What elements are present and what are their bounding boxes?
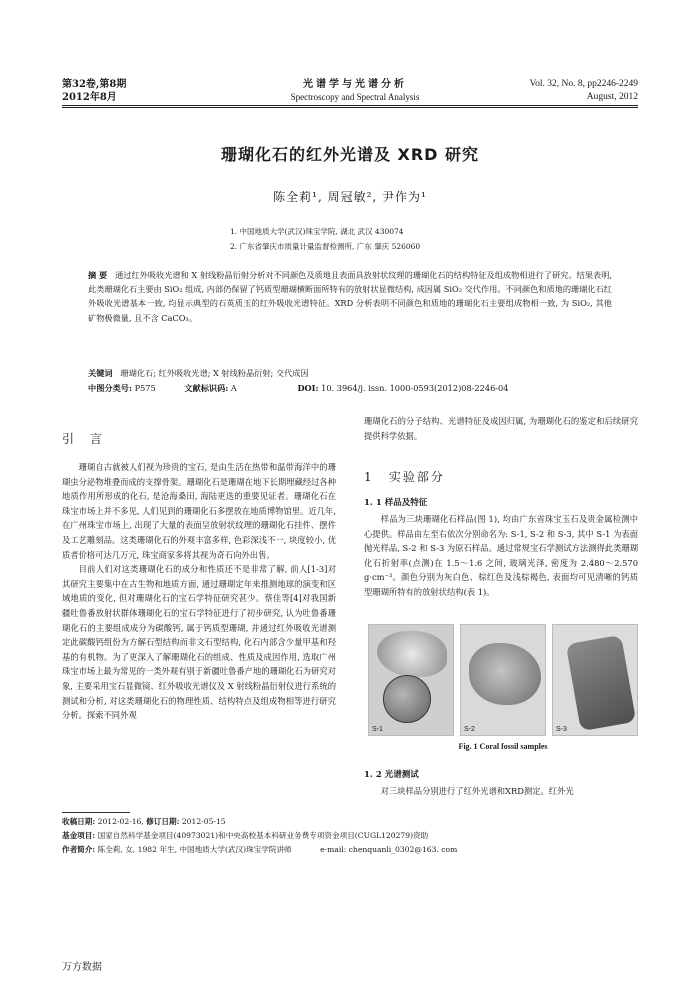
spectra-paragraph: 对三块样品分别进行了红外光谱和XRD测定。红外光 <box>380 786 574 796</box>
header-rule-bottom <box>62 107 638 108</box>
received-date: 2012-02-16, <box>97 817 144 826</box>
paper-title: 珊瑚化石的红外光谱及 XRD 研究 <box>220 145 480 164</box>
journal-name-cn: 光谱学与光谱分析 <box>303 79 407 90</box>
volume-issue: 第32卷,第8期 <box>62 79 127 90</box>
intro-heading: 引 言 <box>62 432 108 446</box>
figure-1-caption: Fig. 1 Coral fossil samples <box>458 742 548 751</box>
issue-date-cn: 2012年8月 <box>62 92 117 103</box>
keywords <box>88 366 612 380</box>
affiliation-1: 1. 中国地质大学(武汉)珠宝学院, 湖北 武汉 430074 <box>230 227 404 236</box>
subsection-1-2-text <box>364 784 638 799</box>
author-list: 陈全莉¹, 周冠敏², 尹作为¹ <box>273 190 427 204</box>
sample-label-s2: S-2 <box>464 726 475 733</box>
raw-fossil-piece <box>469 643 541 705</box>
journal-name-en: Spectroscopy and Spectral Analysis <box>290 92 420 102</box>
figure-1 <box>368 624 638 736</box>
right-column-continuation: 珊瑚化石的分子结构、光谱特征及成因归属, 为珊瑚化石的鉴定和后续研究提供科学依据。 <box>364 416 638 441</box>
fund-label: 基金项目: <box>62 831 96 840</box>
subsection-1-2-heading: 1. 2 光谱测试 <box>364 770 419 780</box>
affiliation-2: 2. 广东省肇庆市质量计量监督检测所, 广东 肇庆 526060 <box>230 242 421 251</box>
polished-fossil-piece <box>377 631 447 677</box>
sample-photo-s2 <box>460 624 546 736</box>
samples-paragraph: 样品为三块珊瑚化石样品(图 1), 均由广东省珠宝玉石及贵金属检测中心提供。样品由左至右依次分别命名为: S-1, S-2 和 S-3, 其中 S-1 为表面抛光样品, S-2 和 S-3 为原石样品。通过常规宝石学测试方法测得此类珊瑚化石折射率(点测)在 1.5～1.6 之间, 玻璃光泽, 密度为 2.480～2.570 g·cm⁻³。颜色分别为灰白色、棕红色及浅棕褐色, 表面均可见清晰的钙质型珊瑚所特有的放射状结构(表 1)。 <box>364 514 638 597</box>
revised-date: 2012-05-15 <box>181 817 226 826</box>
author-email: e-mail: chenquanli_0302@163. com <box>320 845 458 854</box>
issue-date-en: August, 2012 <box>586 92 638 102</box>
classification-line <box>88 381 612 395</box>
section-1-title: 实验部分 <box>388 470 445 484</box>
sample-photo-s1 <box>368 624 454 736</box>
keywords-label: 关键词 <box>88 368 113 378</box>
sample-label-s1: S-1 <box>372 726 383 733</box>
intro-paragraph-2: 目前人们对这类珊瑚化石的成分和性质还不是非常了解, 前人[1-3]对其研究主要集中在古生物和地质方面, 通过珊瑚定年来推测地球的演变和区域地质的变化, 但对珊瑚化石的宝石学特征研究甚少。蔡佳等[4]对我国新疆吐鲁番放射状群体珊瑚化石的宝石学特征进行了初步研究, 认为吐鲁番珊瑚化石的主要组成成分为碳酸钙, 属于钙质型珊瑚, 并通过红外吸收光谱测定此碳酸钙组份为方解石型结构而非文石型结构, 化石内部含少量甲基和羟基的有机物。为了更深入了解珊瑚化石的组成、性质及成因作用, 选取广州珠宝市场上最为常见的一类外观有别于新疆吐鲁番产地的珊瑚化石为研究对象, 主要采用宝石显微镜、红外吸收光谱仪及 X 射线粉晶衍射仪进行系统的测试和分析, 对这类珊瑚化石的物理性质、结构特点及组成物相等进行研究分析。探索不同外观 <box>62 564 336 721</box>
left-column <box>62 460 336 723</box>
received-dates <box>62 816 638 828</box>
abstract-label: 摘 要 <box>88 270 108 280</box>
running-header-left <box>62 78 126 104</box>
revised-label: 修订日期: <box>146 817 180 826</box>
abstract <box>88 268 612 325</box>
header-rule-top <box>62 105 638 106</box>
sample-label-s3: S-3 <box>556 726 567 733</box>
section-1-number: 1 <box>364 470 374 484</box>
clc-value: P575 <box>134 383 156 393</box>
raw-fossil-slab <box>566 635 636 731</box>
footnote-rule <box>62 812 130 813</box>
sample-photo-s3 <box>552 624 638 736</box>
fund-note <box>62 830 638 842</box>
running-header-right <box>529 78 638 104</box>
bio-label: 作者简介: <box>62 845 96 854</box>
scale-coin <box>383 675 431 723</box>
running-header-center <box>250 78 460 103</box>
received-label: 收稿日期: <box>62 817 96 826</box>
clc-label: 中图分类号: <box>88 383 132 393</box>
intro-paragraph-1: 珊瑚自古就被人们视为珍贵的宝石, 是由生活在热带和温带海洋中的珊瑚虫分泌物堆叠而成的支撑骨架。珊瑚化石是珊瑚在地下长期埋藏经过各种地质作用所形成的化石, 是沧海桑田, 海陆更迭的重要见证者。珊瑚化石在珠宝市场上并不多见, 人们见到的珊瑚化石多摆放在地质博物馆里。近几年, 在广州珠宝市场上, 出现了大量的表面呈放射状纹理的珊瑚化石挂件、摆件及工艺雕刻品。这类珊瑚化石的外观丰富多样, 色彩深浅不一, 块度较小, 优质者价格可达几万元, 珠宝商家多将其视为奇石向外出售。 <box>62 462 336 560</box>
bio-text: 陈全莉, 女, 1982 年生, 中国地质大学(武汉)珠宝学院讲师 <box>97 845 292 854</box>
volume-pages: Vol. 32, No. 8, pp2246-2249 <box>529 79 638 89</box>
doi-value: 10. 3964/j. issn. 1000-0593(2012)08-2246-04 <box>321 383 509 393</box>
database-watermark: 万方数据 <box>62 962 102 973</box>
doi-label: DOI: <box>297 383 319 393</box>
fund-text: 国家自然科学基金项目(40973021)和中央高校基本科研业务费专项资金项目(CUGL120279)资助 <box>97 831 429 840</box>
section-1-heading <box>364 466 445 485</box>
doc-code-label: 文献标识码: <box>184 383 229 393</box>
doc-code-value: A <box>230 383 237 393</box>
keywords-text: 珊瑚化石; 红外吸收光谱; X 射线粉晶衍射; 交代成因 <box>120 368 309 378</box>
subsection-1-1-text <box>364 512 638 600</box>
author-bio <box>62 844 638 856</box>
abstract-text: 通过红外吸收光谱和 X 射线粉晶衍射分析对不同颜色及质地且表面具放射状纹理的珊瑚化石的结构特征及组成物相进行了研究。结果表明, 此类珊瑚化石主要由 SiO₂ 组成, 内部仍保留了钙质型珊瑚横断面所特有的放射状显微结构, 成因属 SiO₂ 交代作用。不同颜色和质地的珊瑚化石红外吸收光谱基本一致, 均显示典型的石英质玉的红外吸收光谱特征。XRD 分析表明不同颜色和质地的珊瑚化石主要组成物相一致, 为 SiO₂, 其他矿物极微量, 且不含 CaCO₃。 <box>88 270 613 323</box>
subsection-1-1-heading: 1. 1 样品及特征 <box>364 498 428 508</box>
